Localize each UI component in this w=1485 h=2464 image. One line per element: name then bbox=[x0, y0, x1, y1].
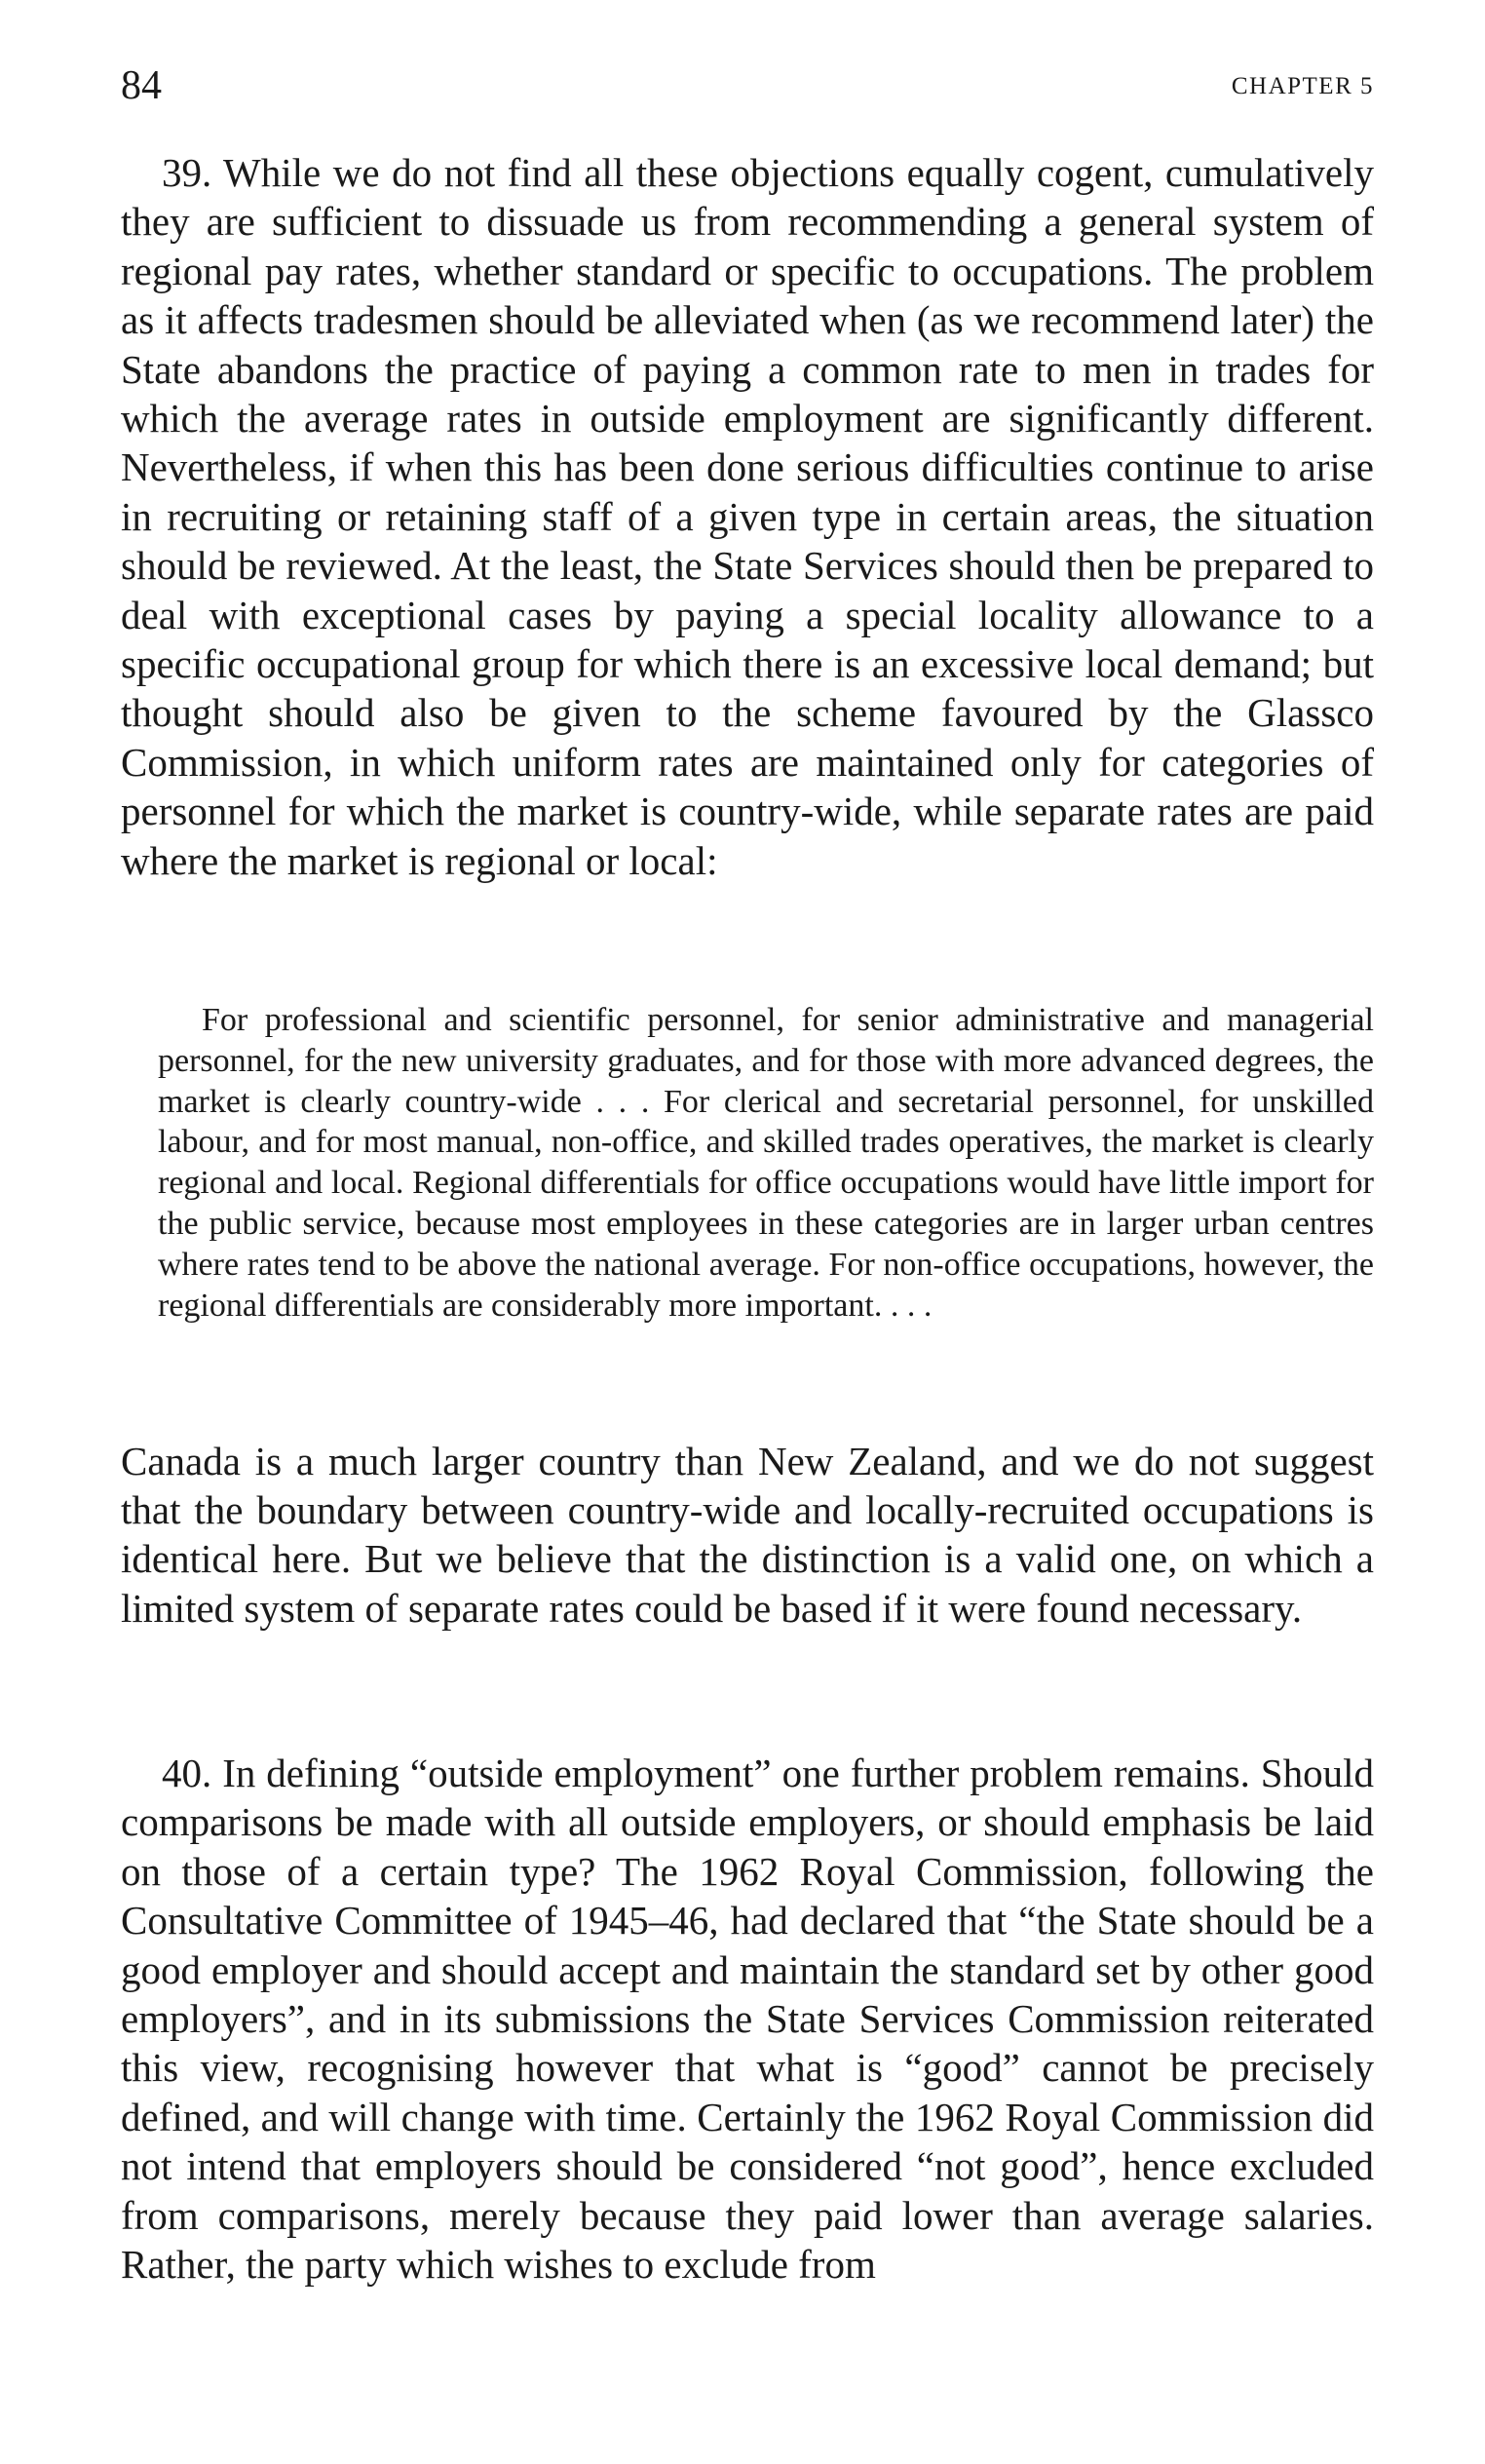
block-quotation: For professional and scientific personnel, for senior administrative and managerial personnel, for the new university graduates, and for those with more advanced degrees, the market is clearly country-wide . . . For clerical and secretarial personnel, for unskilled labour, and for most manual, non-office, and skilled trades operatives, the market is clearly regional and local. Regional differentials for office occupations would have little import for the public service, because most employees in these categories are in larger urban centres where rates tend to be above the national average. For non-office occupations, however, the regional differentials are considerably more important. . . . bbox=[158, 1002, 1374, 1324]
running-head bbox=[121, 57, 1374, 115]
page-number: 84 bbox=[121, 63, 162, 108]
document-page bbox=[121, 0, 1374, 2464]
paragraph-39-continued: Canada is a much larger country than New Zealand, and we do not suggest that the boundary between country-wide and locally-recruited occupations is identical here. But we believe that the distinction is a valid one, on which a limited system of separate rates could be based if it were found necessary. bbox=[121, 1439, 1374, 1631]
paragraph-39: 39. While we do not find all these objections equally cogent, cumulatively they are sufficient to dissuade us from recommending a general system of regional pay rates, whether standard or specific to occupations. The problem as it affects tradesmen should be alleviated when (as we recommend later) the State abandons the practice of paying a common rate to men in trades for which the average rates in outside employment are significantly different. Nevertheless, if when this has been done serious difficulties continue to arise in recruiting or retaining staff of a given type in certain areas, the situation should be reviewed. At the least, the State Services should then be prepared to deal with exceptional cases by paying a special locality allowance to a specific occupational group for which there is an excessive local demand; but thought should also be given to the scheme favoured by the Glassco Commission, in which uniform rates are maintained only for categories of personnel for which the market is country-wide, while separate rates are paid where the market is regional or local: bbox=[121, 150, 1374, 883]
chapter-label: CHAPTER 5 bbox=[1231, 73, 1374, 99]
paragraph-40: 40. In defining “outside employment” one further problem remains. Should comparisons be made with all outside employers, or should emphasis be laid on those of a certain type? The 1962 Royal Commission, following the Consultative Committee of 1945–46, had declared that “the State should be a good employer and should accept and maintain the standard set by other good employers”, and in its submissions the State Services Commission reiterated this view, recognising however that what is “good” cannot be precisely defined, and will change with time. Certainly the 1962 Royal Commission did not intend that employers should be considered “not good”, hence excluded from comparisons, merely because they paid lower than average salaries. Rather, the party which wishes to exclude from bbox=[121, 1751, 1374, 2288]
